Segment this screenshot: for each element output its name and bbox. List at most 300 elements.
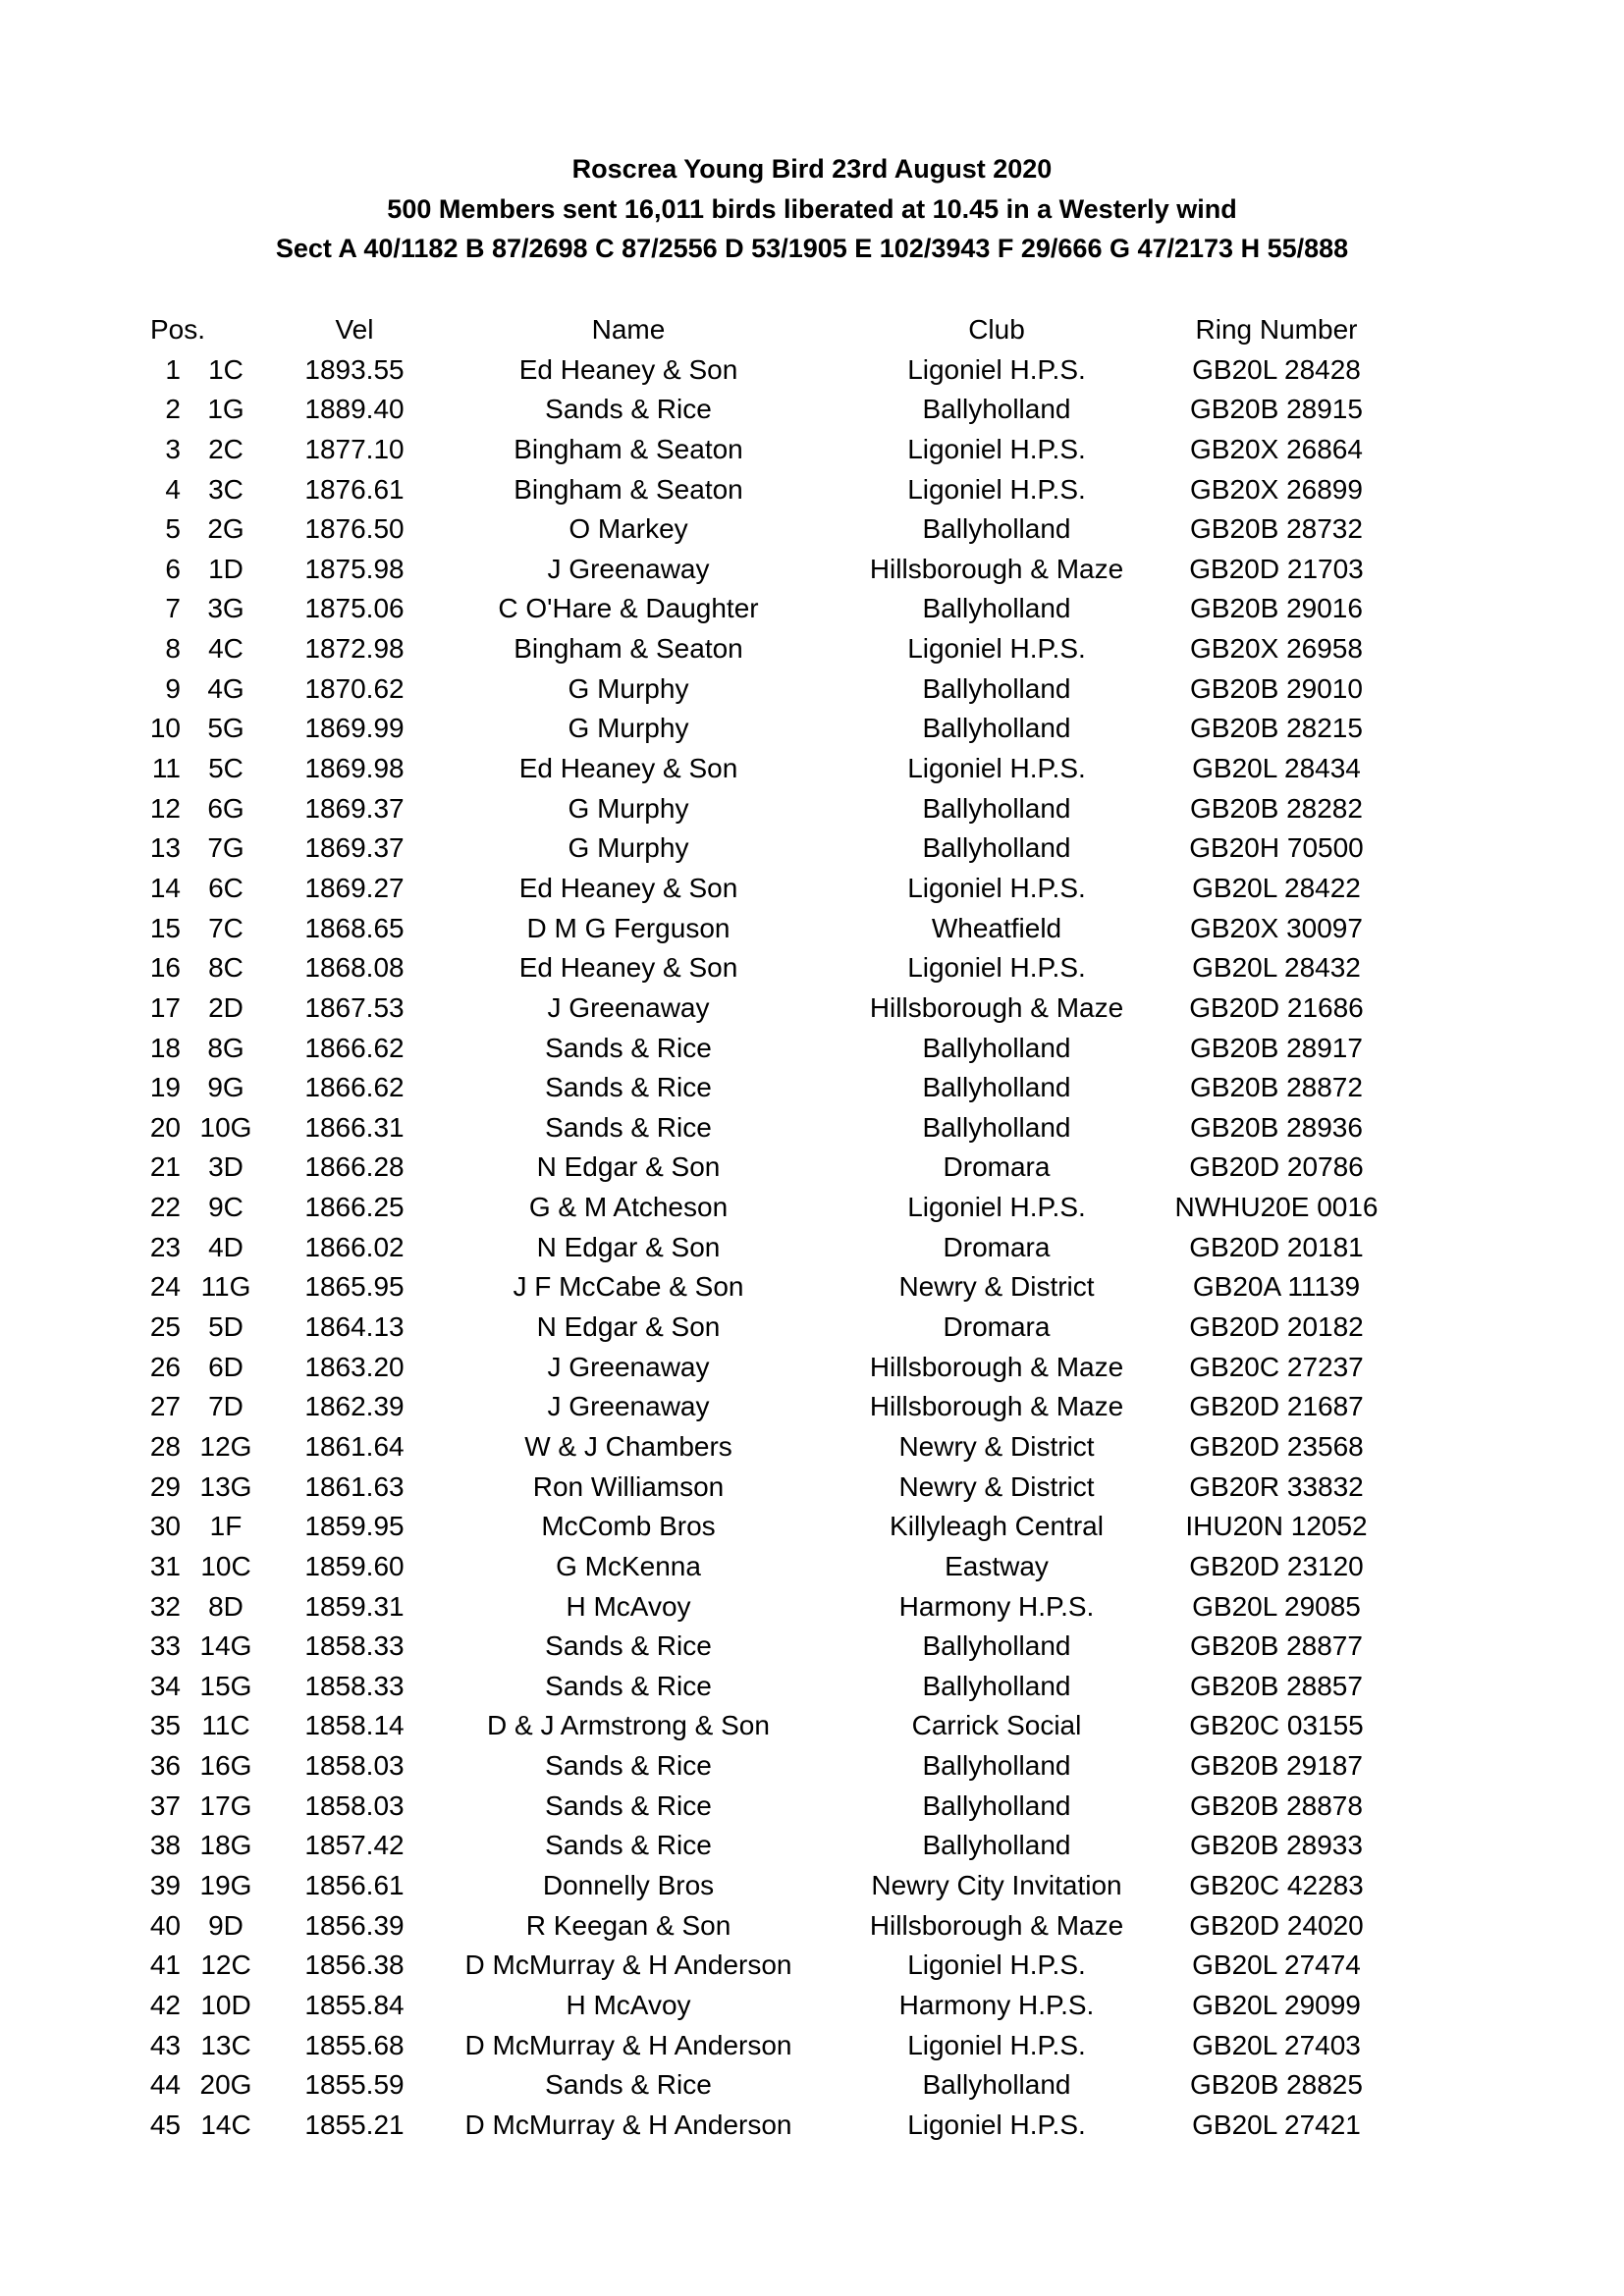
row-club: Ballyholland	[922, 1032, 1071, 1063]
row-member-name: McComb Bros	[541, 1511, 716, 1542]
row-member-name: D McMurray & H Anderson	[464, 2109, 792, 2140]
table-row	[0, 1906, 1624, 1947]
table-row	[0, 1468, 1624, 1508]
row-position: 24	[149, 1271, 181, 1303]
column-header-name: Name	[591, 314, 666, 345]
row-velocity: 1866.31	[304, 1111, 405, 1143]
table-row	[0, 909, 1624, 949]
row-ring-number: GB20L 27403	[1192, 2029, 1361, 2060]
row-ring-number: GB20H 70500	[1189, 832, 1364, 864]
row-velocity: 1855.68	[304, 2029, 405, 2060]
row-member-name: Ed Heaney & Son	[518, 753, 738, 784]
row-section-position: 11G	[200, 1271, 251, 1303]
row-member-name: Sands & Rice	[545, 2069, 712, 2101]
row-position: 30	[149, 1511, 181, 1542]
row-section-position: 19G	[199, 1869, 252, 1900]
row-velocity: 1858.14	[304, 1710, 405, 1741]
row-ring-number: GB20R 33832	[1189, 1470, 1364, 1502]
table-row	[0, 629, 1624, 669]
row-member-name: W & J Chambers	[524, 1430, 732, 1462]
column-header-row	[0, 310, 1624, 350]
row-section-position: 3G	[207, 593, 244, 624]
row-club: Ballyholland	[922, 1830, 1071, 1861]
row-ring-number: NWHU20E 0016	[1174, 1192, 1379, 1223]
row-club: Carrick Social	[911, 1710, 1082, 1741]
row-position: 44	[149, 2069, 181, 2101]
row-club: Newry & District	[898, 1430, 1095, 1462]
table-row	[0, 948, 1624, 988]
row-position: 33	[149, 1630, 181, 1662]
row-section-position: 2C	[208, 433, 244, 464]
row-velocity: 1861.64	[304, 1430, 405, 1462]
row-section-position: 2D	[208, 991, 244, 1023]
row-ring-number: GB20B 28933	[1190, 1830, 1363, 1861]
row-club: Ligoniel H.P.S.	[907, 353, 1086, 385]
row-ring-number: GB20B 29187	[1190, 1750, 1363, 1782]
row-ring-number: GB20L 27421	[1192, 2109, 1361, 2140]
row-club: Dromara	[943, 1231, 1051, 1262]
table-row	[0, 350, 1624, 391]
row-velocity: 1876.61	[304, 473, 405, 505]
row-member-name: Sands & Rice	[545, 1032, 712, 1063]
row-velocity: 1875.98	[304, 553, 405, 584]
row-club: Ligoniel H.P.S.	[907, 1192, 1086, 1223]
row-velocity: 1875.06	[304, 593, 405, 624]
row-member-name: Ed Heaney & Son	[518, 952, 738, 984]
document-header	[0, 149, 1624, 269]
row-position: 34	[149, 1670, 181, 1701]
row-club: Hillsborough & Maze	[869, 553, 1124, 584]
row-position: 3	[165, 433, 181, 464]
row-section-position: 7D	[208, 1391, 244, 1422]
row-ring-number: GB20B 28732	[1190, 513, 1363, 545]
row-ring-number: IHU20N 12052	[1185, 1511, 1368, 1542]
row-section-position: 18G	[199, 1830, 252, 1861]
race-title: Roscrea Young Bird 23rd August 2020	[571, 154, 1053, 184]
row-section-position: 7C	[208, 912, 244, 943]
table-row	[0, 2026, 1624, 2066]
table-row	[0, 470, 1624, 510]
table-row	[0, 1587, 1624, 1628]
row-member-name: Sands & Rice	[545, 1072, 712, 1103]
row-section-position: 12G	[199, 1430, 252, 1462]
row-ring-number: GB20D 21703	[1189, 553, 1364, 584]
row-member-name: G Murphy	[568, 792, 689, 824]
table-row	[0, 390, 1624, 430]
row-club: Dromara	[943, 1311, 1051, 1343]
row-section-position: 14G	[199, 1630, 252, 1662]
table-row	[0, 2106, 1624, 2146]
row-club: Hillsborough & Maze	[869, 1909, 1124, 1941]
row-member-name: G Murphy	[568, 713, 689, 744]
row-position: 8	[165, 633, 181, 665]
row-member-name: D & J Armstrong & Son	[487, 1710, 770, 1741]
row-member-name: J Greenaway	[547, 1351, 710, 1382]
row-position: 14	[149, 872, 181, 903]
row-section-position: 8C	[208, 952, 244, 984]
row-position: 29	[149, 1470, 181, 1502]
row-section-position: 3D	[208, 1151, 244, 1183]
table-row	[0, 1746, 1624, 1787]
row-club: Hillsborough & Maze	[869, 1351, 1124, 1382]
row-section-position: 6G	[207, 792, 244, 824]
row-position: 36	[149, 1750, 181, 1782]
row-club: Harmony H.P.S.	[898, 1590, 1095, 1622]
row-section-position: 1C	[208, 353, 244, 385]
table-row	[0, 1706, 1624, 1746]
table-row	[0, 1627, 1624, 1667]
row-section-position: 11C	[201, 1710, 250, 1741]
column-header-vel: Vel	[335, 314, 374, 345]
race-summary: 500 Members sent 16,011 birds liberated at 10.45 in a Westerly wind	[387, 193, 1237, 224]
row-section-position: 8G	[207, 1032, 244, 1063]
row-velocity: 1866.62	[304, 1032, 405, 1063]
row-velocity: 1869.37	[304, 832, 405, 864]
row-position: 39	[149, 1869, 181, 1900]
row-position: 18	[149, 1032, 181, 1063]
row-club: Ligoniel H.P.S.	[907, 473, 1086, 505]
row-position: 37	[149, 1789, 181, 1821]
row-section-position: 1G	[207, 394, 244, 425]
row-velocity: 1869.98	[304, 753, 405, 784]
row-ring-number: GB20C 27237	[1189, 1351, 1364, 1382]
row-position: 28	[149, 1430, 181, 1462]
row-club: Harmony H.P.S.	[898, 1989, 1095, 2020]
row-position: 38	[149, 1830, 181, 1861]
row-position: 16	[149, 952, 181, 984]
row-section-position: 3C	[208, 473, 244, 505]
table-row	[0, 1228, 1624, 1268]
row-ring-number: GB20L 29085	[1192, 1590, 1361, 1622]
table-row	[0, 1986, 1624, 2026]
row-member-name: Ed Heaney & Son	[518, 872, 738, 903]
row-velocity: 1862.39	[304, 1391, 405, 1422]
row-position: 5	[165, 513, 181, 545]
row-velocity: 1893.55	[304, 353, 405, 385]
row-velocity: 1858.03	[304, 1750, 405, 1782]
table-row	[0, 1188, 1624, 1228]
row-velocity: 1855.59	[304, 2069, 405, 2101]
row-ring-number: GB20X 26958	[1190, 633, 1363, 665]
table-row	[0, 1866, 1624, 1906]
row-velocity: 1859.95	[304, 1511, 405, 1542]
table-row	[0, 1308, 1624, 1348]
row-velocity: 1858.33	[304, 1670, 405, 1701]
table-row	[0, 789, 1624, 829]
row-velocity: 1866.02	[304, 1231, 405, 1262]
row-position: 19	[149, 1072, 181, 1103]
row-section-position: 7G	[207, 832, 244, 864]
row-club: Ballyholland	[922, 1789, 1071, 1821]
row-club: Ligoniel H.P.S.	[907, 872, 1086, 903]
row-section-position: 9C	[208, 1192, 244, 1223]
row-member-name: Sands & Rice	[545, 1789, 712, 1821]
row-position: 26	[149, 1351, 181, 1382]
row-position: 40	[149, 1909, 181, 1941]
row-position: 45	[149, 2109, 181, 2140]
row-section-position: 4D	[208, 1231, 244, 1262]
row-club: Ballyholland	[922, 792, 1071, 824]
row-club: Ballyholland	[922, 1630, 1071, 1662]
row-velocity: 1856.61	[304, 1869, 405, 1900]
row-ring-number: GB20L 28434	[1192, 753, 1361, 784]
column-header-ring: Ring Number	[1195, 314, 1358, 345]
row-ring-number: GB20D 20786	[1189, 1151, 1364, 1183]
row-club: Ballyholland	[922, 1111, 1071, 1143]
table-row	[0, 1946, 1624, 1986]
row-section-position: 6C	[208, 872, 244, 903]
row-club: Eastway	[945, 1550, 1049, 1581]
row-ring-number: GB20D 24020	[1189, 1909, 1364, 1941]
row-section-position: 2G	[207, 513, 244, 545]
row-position: 35	[149, 1710, 181, 1741]
row-ring-number: GB20X 30097	[1190, 912, 1363, 943]
row-club: Wheatfield	[931, 912, 1062, 943]
row-section-position: 1F	[209, 1511, 243, 1542]
row-section-position: 4C	[208, 633, 244, 665]
row-section-position: 9G	[207, 1072, 244, 1103]
row-member-name: H McAvoy	[566, 1590, 691, 1622]
row-velocity: 1869.99	[304, 713, 405, 744]
row-ring-number: GB20B 28282	[1190, 792, 1363, 824]
row-club: Ligoniel H.P.S.	[907, 952, 1086, 984]
row-member-name: J F McCabe & Son	[513, 1271, 744, 1303]
row-member-name: Donnelly Bros	[542, 1869, 715, 1900]
row-club: Ballyholland	[922, 1072, 1071, 1103]
row-velocity: 1872.98	[304, 633, 405, 665]
row-velocity: 1889.40	[304, 394, 405, 425]
row-section-position: 5D	[208, 1311, 244, 1343]
row-ring-number: GB20B 28857	[1190, 1670, 1363, 1701]
row-ring-number: GB20B 28825	[1190, 2069, 1363, 2101]
row-position: 6	[165, 553, 181, 584]
row-member-name: Bingham & Seaton	[514, 433, 743, 464]
results-table	[0, 310, 1624, 2145]
table-row	[0, 1148, 1624, 1188]
row-section-position: 15G	[199, 1670, 252, 1701]
row-velocity: 1868.08	[304, 952, 405, 984]
row-club: Dromara	[943, 1151, 1051, 1183]
row-member-name: N Edgar & Son	[536, 1311, 721, 1343]
row-position: 11	[151, 753, 181, 784]
row-member-name: Sands & Rice	[545, 394, 712, 425]
table-row	[0, 1267, 1624, 1308]
row-section-position: 14C	[200, 2109, 251, 2140]
row-velocity: 1876.50	[304, 513, 405, 545]
table-row	[0, 669, 1624, 710]
row-velocity: 1859.60	[304, 1550, 405, 1581]
row-velocity: 1856.38	[304, 1949, 405, 1981]
row-section-position: 13G	[199, 1470, 252, 1502]
table-row	[0, 1348, 1624, 1388]
row-member-name: Sands & Rice	[545, 1670, 712, 1701]
row-velocity: 1858.03	[304, 1789, 405, 1821]
row-velocity: 1870.62	[304, 672, 405, 704]
row-club: Ballyholland	[922, 1670, 1071, 1701]
row-member-name: Ed Heaney & Son	[518, 353, 738, 385]
row-ring-number: GB20D 20182	[1189, 1311, 1364, 1343]
row-velocity: 1863.20	[304, 1351, 405, 1382]
row-position: 2	[165, 394, 181, 425]
row-club: Ballyholland	[922, 672, 1071, 704]
row-ring-number: GB20C 42283	[1189, 1869, 1364, 1900]
row-member-name: J Greenaway	[547, 991, 710, 1023]
row-club: Ligoniel H.P.S.	[907, 1949, 1086, 1981]
table-row	[0, 749, 1624, 789]
table-row	[0, 2065, 1624, 2106]
row-velocity: 1859.31	[304, 1590, 405, 1622]
row-position: 12	[149, 792, 181, 824]
row-member-name: D McMurray & H Anderson	[464, 2029, 792, 2060]
row-ring-number: GB20X 26864	[1190, 433, 1363, 464]
row-ring-number: GB20L 28432	[1192, 952, 1361, 984]
row-club: Ballyholland	[922, 394, 1071, 425]
row-club: Newry City Invitation	[871, 1869, 1122, 1900]
row-position: 1	[165, 353, 181, 385]
row-position: 17	[149, 991, 181, 1023]
row-club: Hillsborough & Maze	[869, 1391, 1124, 1422]
table-row	[0, 1068, 1624, 1108]
row-club: Hillsborough & Maze	[869, 991, 1124, 1023]
row-ring-number: GB20B 29016	[1190, 593, 1363, 624]
row-club: Ligoniel H.P.S.	[907, 753, 1086, 784]
row-member-name: O Markey	[568, 513, 688, 545]
row-velocity: 1855.84	[304, 1989, 405, 2020]
table-row	[0, 869, 1624, 909]
column-header-pos: Pos.	[150, 314, 206, 345]
row-position: 7	[165, 593, 181, 624]
row-member-name: G Murphy	[568, 832, 689, 864]
table-row	[0, 1108, 1624, 1148]
row-section-position: 13C	[200, 2029, 251, 2060]
row-position: 10	[149, 713, 181, 744]
row-section-position: 10G	[199, 1111, 252, 1143]
row-velocity: 1877.10	[304, 433, 405, 464]
row-ring-number: GB20D 23120	[1189, 1550, 1364, 1581]
section-counts: Sect A 40/1182 B 87/2698 C 87/2556 D 53/1905 E 102/3943 F 29/666 G 47/2173 H 55/888	[275, 234, 1349, 263]
row-club: Ligoniel H.P.S.	[907, 2109, 1086, 2140]
row-velocity: 1861.63	[304, 1470, 405, 1502]
row-club: Ballyholland	[922, 1750, 1071, 1782]
row-member-name: C O'Hare & Daughter	[498, 593, 759, 624]
row-section-position: 5C	[208, 753, 244, 784]
row-velocity: 1868.65	[304, 912, 405, 943]
row-section-position: 16G	[199, 1750, 252, 1782]
row-velocity: 1856.39	[304, 1909, 405, 1941]
row-section-position: 6D	[208, 1351, 244, 1382]
row-velocity: 1866.62	[304, 1072, 405, 1103]
row-section-position: 12C	[200, 1949, 251, 1981]
row-member-name: Sands & Rice	[545, 1111, 712, 1143]
row-member-name: Sands & Rice	[545, 1630, 712, 1662]
row-member-name: Sands & Rice	[545, 1830, 712, 1861]
row-position: 43	[149, 2029, 181, 2060]
table-row	[0, 550, 1624, 590]
row-member-name: J Greenaway	[547, 1391, 710, 1422]
row-member-name: J Greenaway	[547, 553, 710, 584]
row-ring-number: GB20B 28915	[1190, 394, 1363, 425]
row-ring-number: GB20B 28872	[1190, 1072, 1363, 1103]
table-row	[0, 1667, 1624, 1707]
row-ring-number: GB20X 26899	[1190, 473, 1363, 505]
row-ring-number: GB20B 28936	[1190, 1111, 1363, 1143]
row-velocity: 1869.37	[304, 792, 405, 824]
row-club: Ballyholland	[922, 713, 1071, 744]
row-ring-number: GB20L 29099	[1192, 1989, 1361, 2020]
row-member-name: Bingham & Seaton	[514, 473, 743, 505]
row-position: 41	[149, 1949, 181, 1981]
row-club: Killyleagh Central	[890, 1511, 1104, 1542]
table-row	[0, 828, 1624, 869]
table-row	[0, 988, 1624, 1029]
row-position: 27	[149, 1391, 181, 1422]
row-position: 42	[149, 1989, 181, 2020]
row-member-name: H McAvoy	[566, 1989, 691, 2020]
row-position: 13	[149, 832, 181, 864]
row-position: 31	[149, 1550, 181, 1581]
row-position: 9	[165, 672, 181, 704]
row-velocity: 1869.27	[304, 872, 405, 903]
row-section-position: 10C	[200, 1550, 251, 1581]
row-club: Ligoniel H.P.S.	[907, 2029, 1086, 2060]
row-velocity: 1865.95	[304, 1271, 405, 1303]
row-club: Newry & District	[898, 1470, 1095, 1502]
row-velocity: 1858.33	[304, 1630, 405, 1662]
row-position: 23	[149, 1231, 181, 1262]
row-section-position: 20G	[199, 2069, 252, 2101]
row-velocity: 1866.25	[304, 1192, 405, 1223]
row-position: 21	[149, 1151, 181, 1183]
row-club: Ligoniel H.P.S.	[907, 433, 1086, 464]
row-position: 4	[165, 473, 181, 505]
row-member-name: G & M Atcheson	[528, 1192, 729, 1223]
row-position: 20	[149, 1111, 181, 1143]
row-ring-number: GB20D 21686	[1189, 991, 1364, 1023]
row-ring-number: GB20B 28215	[1190, 713, 1363, 744]
row-ring-number: GB20D 20181	[1189, 1231, 1364, 1262]
table-row	[0, 509, 1624, 550]
row-member-name: D M G Ferguson	[526, 912, 731, 943]
table-row	[0, 430, 1624, 470]
column-header-club: Club	[968, 314, 1025, 345]
row-ring-number: GB20L 28428	[1192, 353, 1361, 385]
row-ring-number: GB20B 29010	[1190, 672, 1363, 704]
row-velocity: 1855.21	[304, 2109, 405, 2140]
row-member-name: D McMurray & H Anderson	[464, 1949, 792, 1981]
row-club: Newry & District	[898, 1271, 1095, 1303]
row-ring-number: GB20C 03155	[1189, 1710, 1364, 1741]
row-ring-number: GB20A 11139	[1192, 1271, 1361, 1303]
row-ring-number: GB20B 28878	[1190, 1789, 1363, 1821]
table-row	[0, 589, 1624, 629]
table-row	[0, 1826, 1624, 1866]
row-section-position: 1D	[208, 553, 244, 584]
row-velocity: 1857.42	[304, 1830, 405, 1861]
row-position: 25	[149, 1311, 181, 1343]
row-ring-number: GB20D 23568	[1189, 1430, 1364, 1462]
row-section-position: 10D	[200, 1989, 251, 2020]
table-row	[0, 1387, 1624, 1427]
row-member-name: G Murphy	[568, 672, 689, 704]
row-ring-number: GB20B 28917	[1190, 1032, 1363, 1063]
table-row	[0, 1787, 1624, 1827]
row-section-position: 17G	[199, 1789, 252, 1821]
row-member-name: N Edgar & Son	[536, 1231, 721, 1262]
table-row	[0, 1507, 1624, 1547]
row-member-name: R Keegan & Son	[525, 1909, 731, 1941]
row-position: 15	[149, 912, 181, 943]
row-member-name: N Edgar & Son	[536, 1151, 721, 1183]
